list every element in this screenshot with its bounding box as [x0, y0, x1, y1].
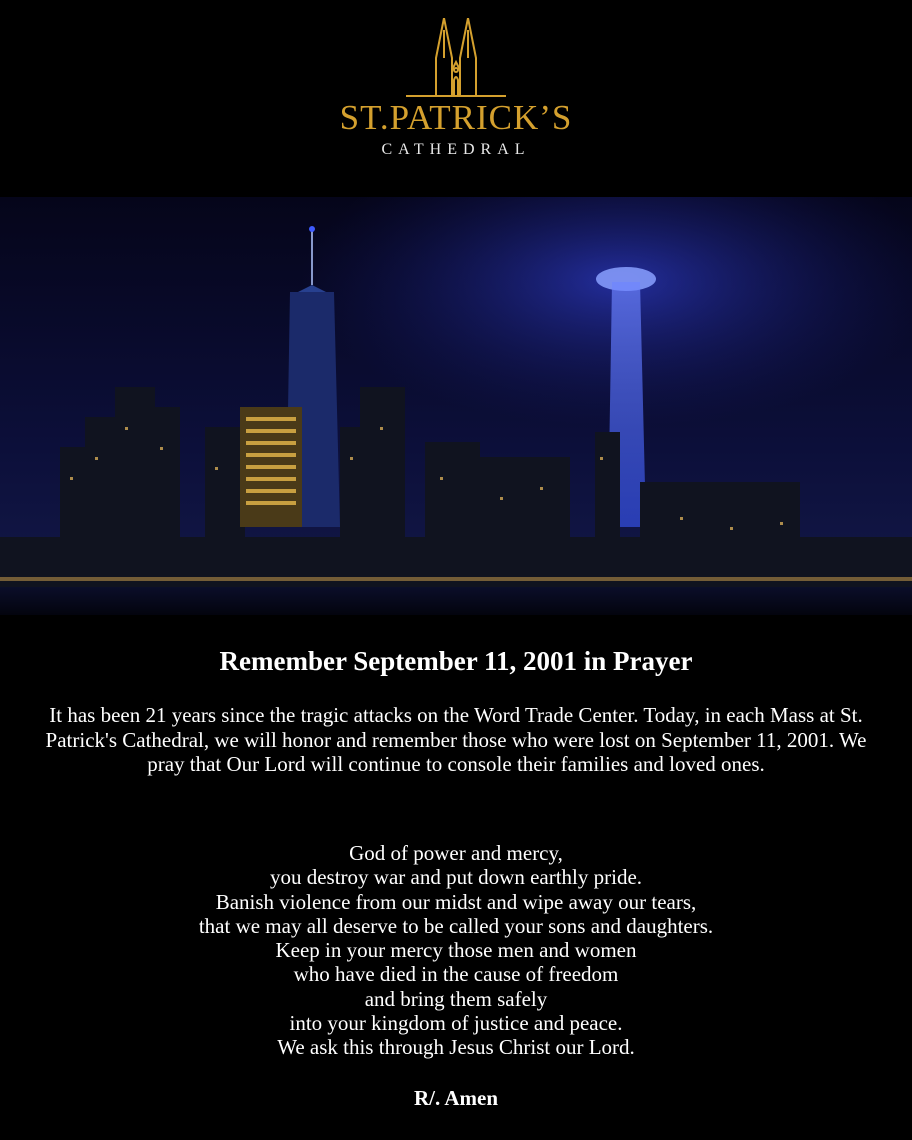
header [0, 0, 912, 197]
prayer-line: Keep in your mercy those men and women [275, 938, 637, 963]
prayer-line: We ask this through Jesus Christ our Lord. [277, 1035, 635, 1060]
prayer-line: Banish violence from our midst and wipe away our tears, [215, 889, 697, 914]
prayer-line: who have died in the cause of freedom [293, 962, 619, 987]
logo-subtitle: CATHEDRAL [381, 141, 531, 158]
tribute-in-light-skyline-image [0, 197, 912, 615]
prayer-line: into your kingdom of justice and peace. [289, 1011, 623, 1036]
logo-title: ST.PATRICK’S [339, 98, 573, 137]
prayer-line: God of power and mercy, [349, 841, 563, 865]
article-intro: It has been 21 years since the tragic attacks on the Word Trade Center. Today, in each Mass at St. Patrick's Cathedral, we will honor and remember those who were lost on September 11, 2001. We pray that Our Lord will continue to console their families and loved ones. [45, 703, 867, 776]
prayer-text [0, 841, 912, 1060]
cathedral-spires-icon [406, 18, 506, 98]
prayer-line: you destroy war and put down earthly pride. [269, 865, 643, 890]
prayer-response: R/. Amen [414, 1086, 498, 1110]
article-heading: Remember September 11, 2001 in Prayer [219, 646, 693, 676]
prayer-line: that we may all deserve to be called your sons and daughters. [198, 913, 714, 938]
skyline-photo [0, 197, 912, 615]
prayer-line: and bring them safely [364, 986, 548, 1011]
